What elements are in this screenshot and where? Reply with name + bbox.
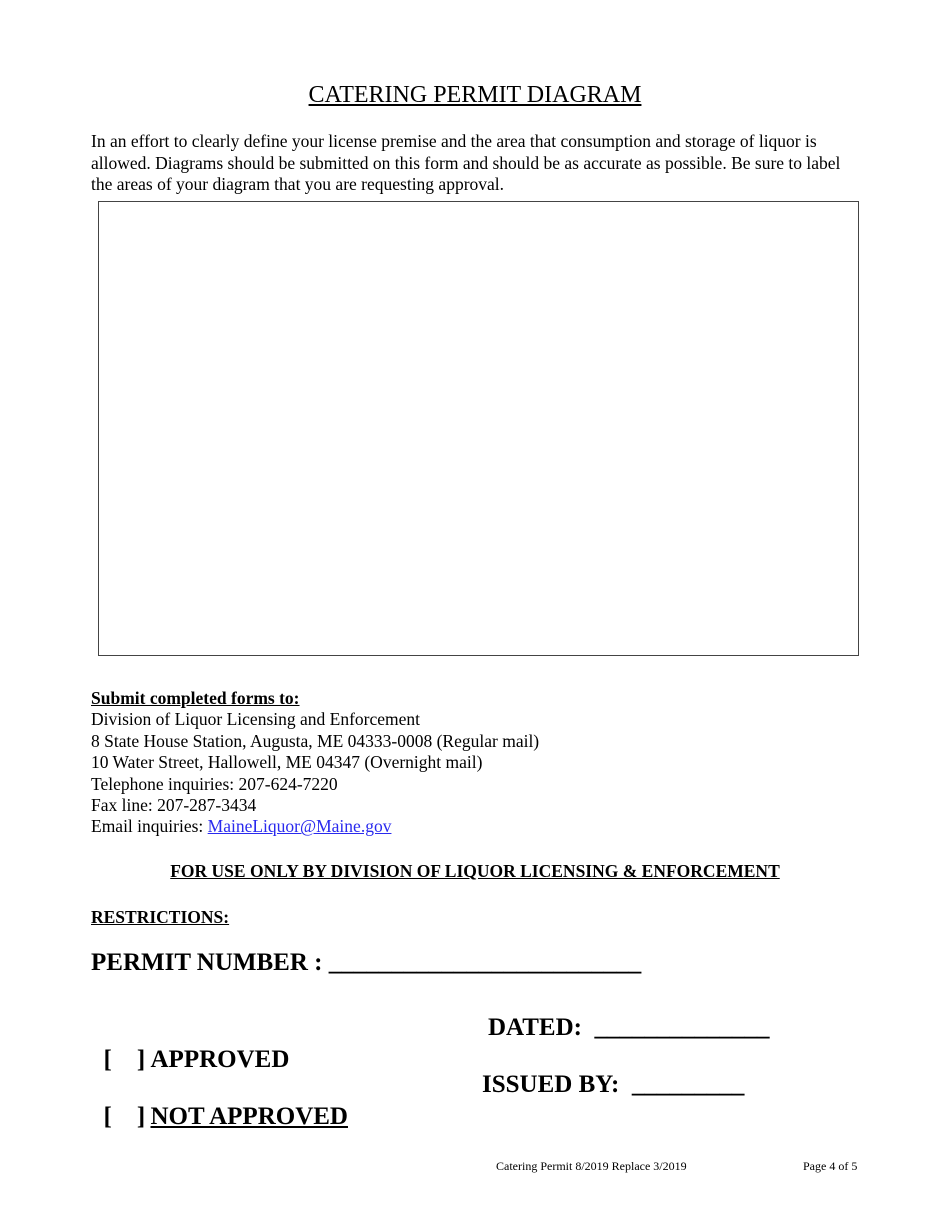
email-line — [91, 816, 539, 837]
dated-field[interactable]: DATED: ______________ — [488, 1014, 770, 1041]
diagram-drawing-area[interactable] — [98, 201, 859, 656]
approved-row — [91, 1012, 289, 1076]
submit-info-block — [91, 688, 539, 838]
telephone-line: Telephone inquiries: 207-624-7220 — [91, 773, 338, 794]
footer-page-number: Page 4 of 5 — [803, 1159, 858, 1173]
fax-line: Fax line: 207-287-3434 — [91, 795, 257, 816]
regular-mail-address: 8 State House Station, Augusta, ME 04333-0008 (Regular mail) — [91, 730, 540, 751]
restrictions-label: RESTRICTIONS: — [91, 907, 230, 927]
not-approved-bracket-open: [ — [103, 1103, 112, 1130]
issued-by-field[interactable]: ISSUED BY: _________ — [482, 1071, 745, 1098]
page-title: CATERING PERMIT DIAGRAM — [308, 82, 642, 108]
email-label: Email inquiries: — [91, 816, 208, 837]
not-approved-label: NOT APPROVED — [150, 1103, 348, 1130]
approved-bracket-close: ] — [136, 1046, 146, 1073]
approved-bracket-open: [ — [103, 1046, 112, 1073]
submit-heading: Submit completed forms to: — [91, 688, 300, 708]
intro-paragraph: In an effort to clearly define your license premise and the area that consumption and storage of liquor is allowed. Diagrams should be submitted on this form and should be as accurate as possible. Be sure to label the areas of your diagram that you are requesting approval. — [91, 131, 841, 194]
not-approved-bracket-close: ] — [136, 1103, 146, 1130]
email-link[interactable]: MaineLiquor@Maine.gov — [207, 816, 392, 837]
not-approved-row — [91, 1069, 348, 1133]
overnight-mail-address: 10 Water Street, Hallowell, ME 04347 (Overnight mail) — [91, 752, 483, 773]
not-approved-checkbox[interactable] — [104, 1101, 151, 1133]
footer-revision: Catering Permit 8/2019 Replace 3/2019 — [496, 1159, 687, 1173]
division-name: Division of Liquor Licensing and Enforcement — [91, 709, 421, 730]
office-use-heading: FOR USE ONLY BY DIVISION OF LIQUOR LICENSING & ENFORCEMENT — [170, 861, 780, 881]
permit-number-field[interactable]: PERMIT NUMBER : _________________________ — [91, 949, 642, 976]
approved-label: APPROVED — [150, 1046, 290, 1073]
